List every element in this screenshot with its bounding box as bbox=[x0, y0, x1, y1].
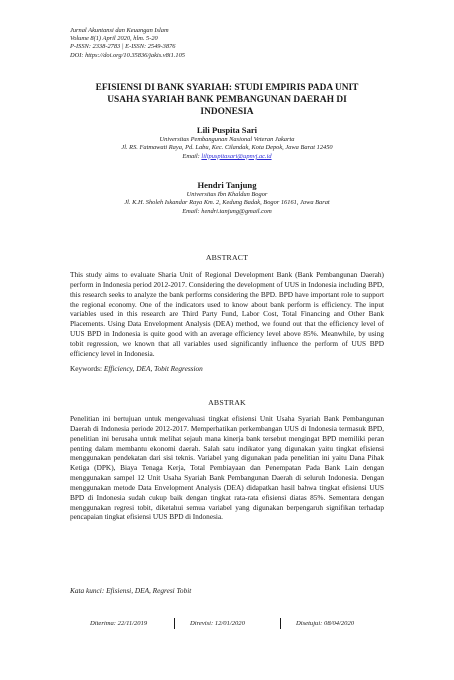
footer-divider bbox=[280, 618, 281, 629]
article-title-line: EFISIENSI DI BANK SYARIAH: STUDI EMPIRIS PADA UNIT bbox=[95, 83, 359, 93]
footer-divider bbox=[174, 618, 175, 629]
accepted-date: Disetujui: 08/04/2020 bbox=[296, 620, 355, 627]
author-block-2 bbox=[40, 180, 414, 216]
revised-date: Direvisi: 12/01/2020 bbox=[190, 620, 245, 627]
abstract-text: This study aims to evaluate Sharia Unit of Regional Development Bank (Bank Pembangunan Daerah) perform in Indonesia period 2012-2017. Considering the development of UUS in Indonesia including BPD, this research seeks to analyze the bank performs considering the BPD. BPD have important role to support the regional economy. One of the indicators used to know about bank perform is efficiency. The input variables used in this research are Third Party Fund, Labor Cost, Total Financing and Other Bank Placements. Using Data Envelopment Analysis (DEA) method, we found out that the efficiency level of UUS BPD in Indonesia is quite good with an average efficiency level above 85%. Meanwhile, by using tobit regression, we known that all variables used significantly influence the perform of UUS BPD efficiency level in Indonesia. bbox=[70, 270, 384, 358]
author-address: Jl. K.H. Sholeh Iskandar Raya Km. 2, Kedung Badak, Bogor 16161, Jawa Barat bbox=[124, 199, 330, 207]
journal-volume: Volume 8(1) April 2020, hlm. 5-20 bbox=[70, 35, 158, 43]
author-email-link[interactable]: lilipuspitasari@upnvj.ac.id bbox=[201, 152, 272, 160]
keywords-label: Keywords: bbox=[70, 364, 104, 373]
article-title-line: USAHA SYARIAH BANK PEMBANGUNAN DAERAH DI bbox=[107, 95, 347, 106]
author-name: Hendri Tanjung bbox=[197, 180, 257, 190]
author-email: hendri.tanjung@gmail.com bbox=[201, 207, 272, 215]
author-affiliation: Universitas Pembangunan Nasional Veteran Jakarta bbox=[159, 136, 295, 143]
author-affiliation: Universitas Ibn Khaldun Bogor bbox=[186, 191, 268, 198]
author-email-line bbox=[40, 208, 414, 216]
author-block-1 bbox=[40, 125, 414, 161]
email-label: Email: bbox=[182, 207, 202, 215]
article-title bbox=[60, 82, 394, 119]
article-title-line: INDONESIA bbox=[200, 107, 254, 118]
abstract-heading: ABSTRACT bbox=[205, 253, 249, 262]
journal-issn: P-ISSN: 2338-2783 | E-ISSN: 2549-3876 bbox=[70, 43, 176, 51]
author-address: Jl. RS. Fatmawati Raya, Pd. Labu, Kec. Cilandak, Kota Depok, Jawa Barat 12450 bbox=[121, 144, 333, 152]
received-date: Diterima: 22/11/2019 bbox=[90, 620, 148, 627]
keywords-values: Efficiency, DEA, Tobit Regression bbox=[103, 364, 203, 373]
abstrak-text: Penelitian ini bertujuan untuk mengevaluasi tingkat efisiensi Unit Usaha Syariah Bank Pembangunan Daerah di Indonesia periode 2012-2017. Memperhatikan perkembangan UUS di Indonesia termasuk BPD, penelitian ini berusaha untuk melihat sejauh mana kinerja bank tersebut mengingat BPD memiliki peran penting dalam membantu ekonomi daerah. Salah satu indikator yang digunakan yaitu tingkat efisiensi menggunakan pendekatan dari sisi teknis. Variabel yang digunakan pada penelitian ini yaitu Dana Pihak Ketiga (DPK), Biaya Tenaga Kerja, Total Pembiayaan dan Penempatan Pada Bank Lain dengan menggunakan sampel 12 Unit Usaha Syariah Bank Pembangunan Daerah di seluruh Indonesia. Dengan menggunakan metode Data Envelopment Analysis (DEA) didapatkan hasil bahwa tingkat efisiensi UUS BPD di Indonesia sudah cukup baik dengan tingkat rata-rata efisiensi diatas 85%. Sementara dengan menggunakan regresi tobit, diketahui semua variabel yang digunakan berpengaruh signifikan terhadap pencapaian tingkat efisiensi UUS BPD di Indonesia. bbox=[70, 414, 384, 522]
author-email-line bbox=[40, 153, 414, 161]
author-name: Lili Puspita Sari bbox=[196, 125, 258, 135]
email-label: Email: bbox=[182, 152, 202, 160]
journal-doi: DOI: https://doi.org/10.35836/jakis.v8i1.105 bbox=[70, 51, 185, 59]
kata-kunci-line: Kata kunci: Efisiensi, DEA, Regresi Tobit bbox=[70, 586, 192, 595]
journal-name: Jurnal Akuntansi dan Keuangan Islam bbox=[70, 27, 169, 34]
keywords-line bbox=[70, 364, 384, 374]
journal-header bbox=[70, 27, 185, 60]
abstrak-heading: ABSTRAK bbox=[208, 398, 246, 407]
